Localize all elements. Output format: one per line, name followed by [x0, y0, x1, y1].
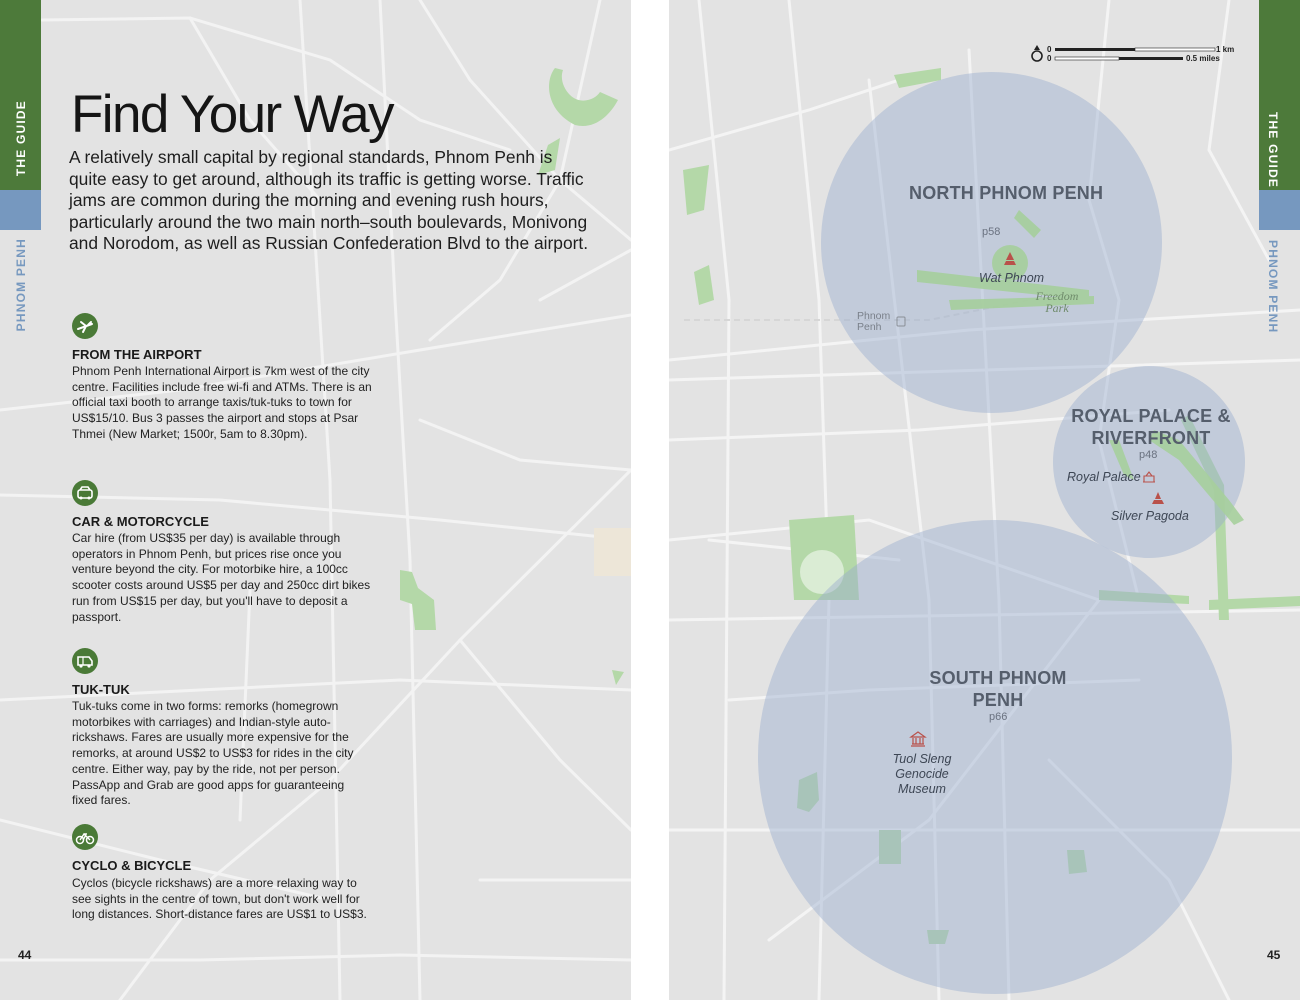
- poi-tuol-sleng[interactable]: Tuol Sleng Genocide Museum: [892, 752, 952, 796]
- city-tab-label-right: PHNOM PENH: [1266, 240, 1280, 334]
- area-page-south: p66: [989, 711, 1008, 723]
- bicycle-icon: [72, 824, 98, 850]
- section-title-cyclo: CYCLO & BICYCLE: [72, 858, 192, 873]
- section-title-car: CAR & MOTORCYCLE: [72, 514, 209, 529]
- right-page: [669, 0, 1300, 1000]
- scale-mi-label: 0.5 miles: [1186, 54, 1220, 63]
- page-gutter: [631, 0, 669, 1000]
- page-number-right: 45: [1267, 948, 1281, 962]
- poi-freedom-park[interactable]: Freedom Park: [1035, 289, 1079, 315]
- section-body-tuk-tuk: Tuk-tuks come in two forms: remorks (homegrown motorbikes with carriages) and Indian-style auto-rickshaws. Fares are usually more expensive for the remorks, at around US$2 to US$3 for rides in the city centre. Either way, pay by the ride, not per person. PassApp and Grab are good apps for guaranteeing fixed fares.: [72, 699, 354, 808]
- area-label-royal-palace: ROYAL PALACE & RIVERFRONT: [1071, 406, 1231, 448]
- plane-icon: [72, 313, 98, 339]
- poi-silver-pagoda[interactable]: Silver Pagoda: [1111, 509, 1189, 523]
- poi-phnom-penh-station[interactable]: Phnom Penh: [857, 310, 891, 333]
- scale-mi-zero: 0: [1047, 54, 1052, 63]
- poi-wat-phnom[interactable]: Wat Phnom: [979, 271, 1045, 285]
- tuk-tuk-icon: [72, 648, 98, 674]
- city-tab: [0, 190, 41, 230]
- scale-km-label: 1 km: [1216, 45, 1235, 54]
- page-number-left: 44: [18, 948, 32, 962]
- section-body-airport: Phnom Penh International Airport is 7km west of the city centre. Facilities include free wi-fi and ATMs. There is an official taxi booth to arrange taxis/tuk-tuks to town for US$15/10. Bus 3 passes the airport and stops at Psar Thmei (New Market; 1500r, 5am to 8.30pm).: [72, 364, 372, 441]
- section-title-airport: FROM THE AIRPORT: [72, 347, 202, 362]
- area-page-north: p58: [982, 226, 1001, 238]
- section-body-cyclo: Cyclos (bicycle rickshaws) are a more relaxing way to see sights in the centre of town, but don't work well for long distances. Short-distance fares are US$1 to US$3.: [72, 876, 367, 922]
- intro-paragraph: A relatively small capital by regional standards, Phnom Penh is quite easy to get around, although its traffic is getting worse. Traffic jams are common during the morning and evening rush hours, particularly around the two main north–south boulevards, Monivong and Norodom, as well as Russian Confederation Blvd to the airport.: [69, 147, 589, 253]
- left-page: [0, 0, 631, 1000]
- page-title: Find Your Way: [71, 85, 393, 144]
- guide-tab-label-right: THE GUIDE: [1266, 112, 1280, 189]
- scale-bar: [669, 0, 1300, 1000]
- city-tab-right: [1259, 190, 1300, 230]
- north-arrow-icon: [1032, 45, 1042, 61]
- section-body-car: Car hire (from US$35 per day) is available through operators in Phnom Penh, but prices rise once you venture beyond the city. For motorbike hire, a 100cc scooter costs around US$5 per day and 250cc dirt bikes run from US$15 per day, but you'll have to deposit a passport.: [72, 531, 371, 624]
- area-label-north: NORTH PHNOM PENH: [909, 183, 1104, 203]
- section-title-tuk-tuk: TUK-TUK: [72, 682, 130, 697]
- city-tab-label: PHNOM PENH: [14, 238, 28, 332]
- poi-royal-palace[interactable]: Royal Palace: [1067, 470, 1141, 484]
- area-page-royal-palace: p48: [1139, 449, 1158, 461]
- scale-km-zero: 0: [1047, 45, 1052, 54]
- car-icon: [72, 480, 98, 506]
- guide-tab-label: THE GUIDE: [14, 100, 28, 177]
- area-label-south: SOUTH PHNOM PENH: [929, 668, 1067, 710]
